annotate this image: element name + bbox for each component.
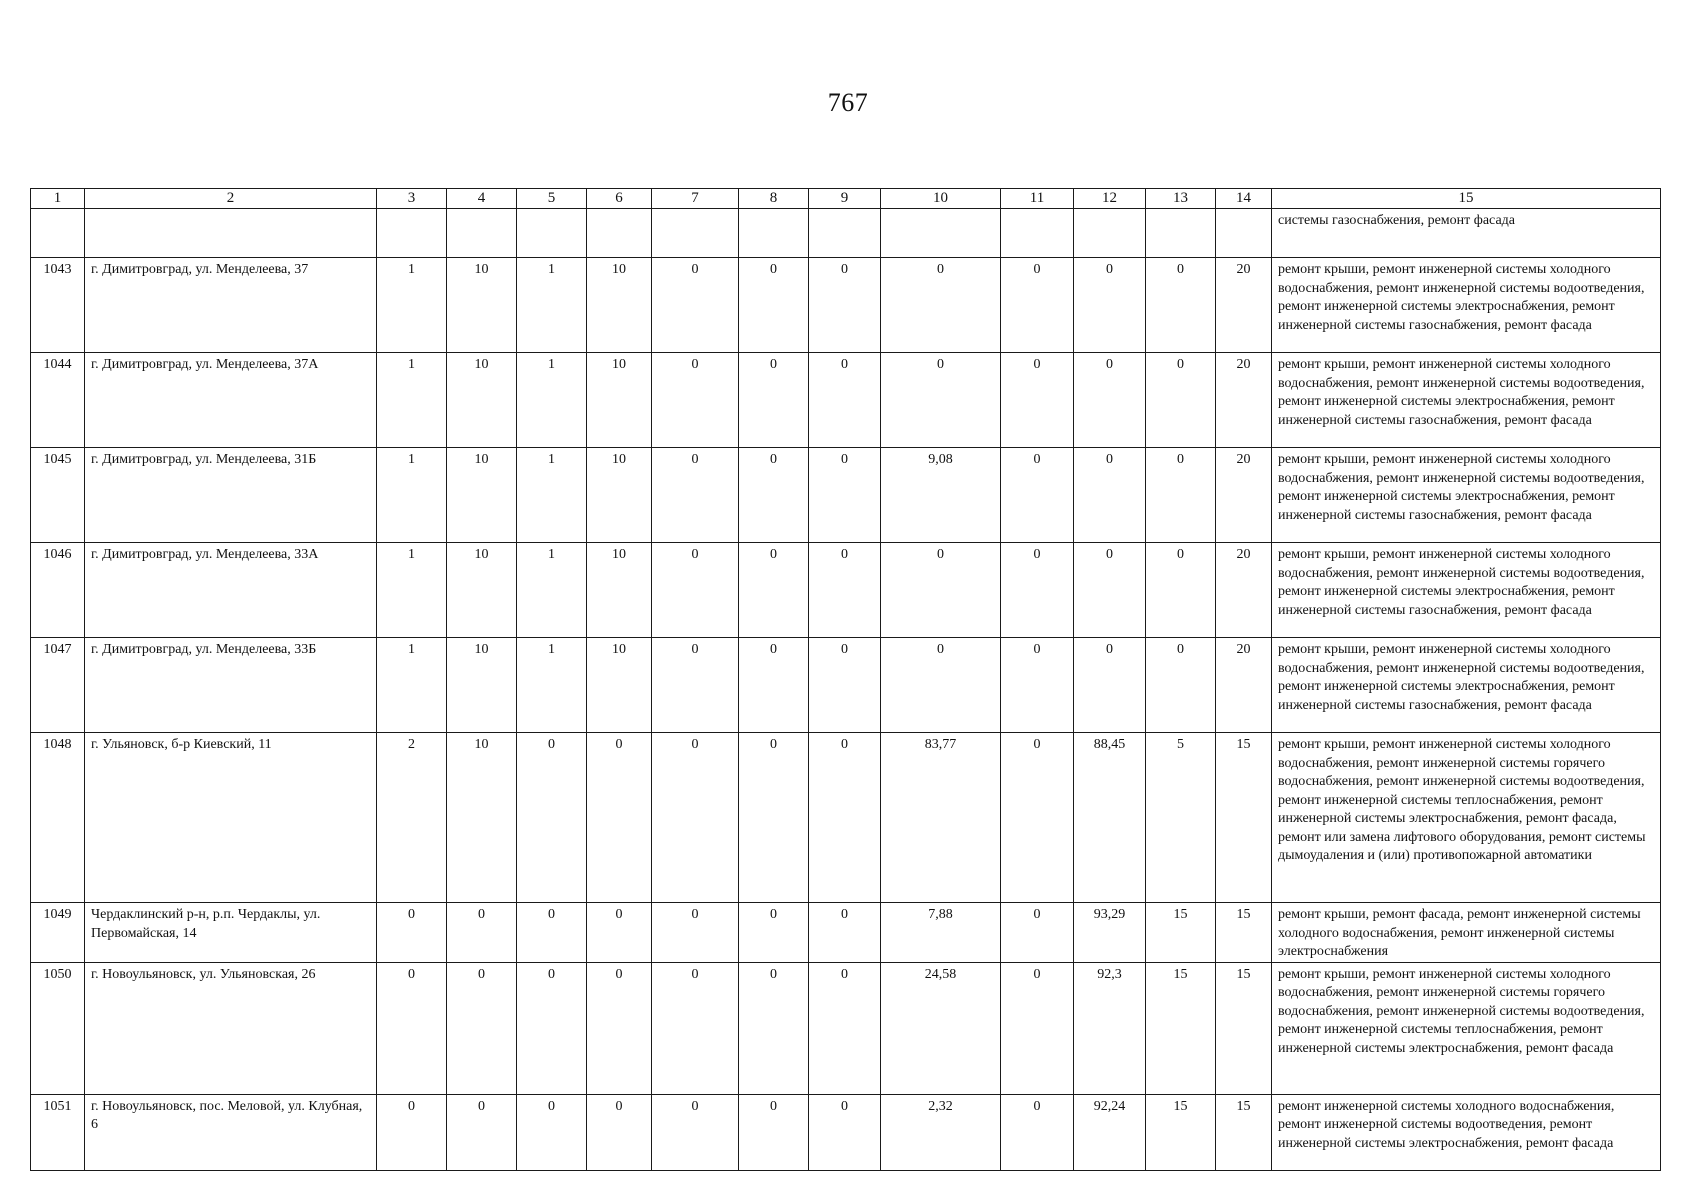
value-cell: 0 [377, 962, 447, 1094]
value-cell: 0 [447, 1094, 517, 1170]
value-cell: 1 [517, 258, 587, 353]
address-cell: г. Ульяновск, б-р Киевский, 11 [85, 733, 377, 903]
empty-cell [1001, 209, 1074, 258]
value-cell: 1 [517, 353, 587, 448]
value-cell: 15 [1146, 962, 1216, 1094]
value-cell: 93,29 [1074, 903, 1146, 963]
value-cell: 0 [739, 353, 809, 448]
value-cell: 0 [809, 903, 881, 963]
value-cell: 0 [377, 903, 447, 963]
row-number-cell: 1048 [31, 733, 85, 903]
value-cell: 0 [652, 543, 739, 638]
value-cell: 7,88 [881, 903, 1001, 963]
value-cell: 0 [587, 903, 652, 963]
column-number-header: 13 [1146, 189, 1216, 209]
works-list-cell: ремонт крыши, ремонт инженерной системы холодного водоснабжения, ремонт инженерной системы водоотведения, ремонт инженерной системы электроснабжения, ремонт инженерной системы газоснабжения, ремонт фасада [1272, 638, 1661, 733]
empty-cell [881, 209, 1001, 258]
value-cell: 1 [517, 448, 587, 543]
row-number-cell: 1044 [31, 353, 85, 448]
value-cell: 0 [377, 1094, 447, 1170]
value-cell: 0 [1074, 353, 1146, 448]
value-cell: 0 [1146, 638, 1216, 733]
value-cell: 2,32 [881, 1094, 1001, 1170]
value-cell: 88,45 [1074, 733, 1146, 903]
value-cell: 0 [1001, 353, 1074, 448]
column-number-header: 15 [1272, 189, 1661, 209]
value-cell: 0 [739, 543, 809, 638]
works-list-cell: ремонт крыши, ремонт инженерной системы холодного водоснабжения, ремонт инженерной системы водоотведения, ремонт инженерной системы электроснабжения, ремонт инженерной системы газоснабжения, ремонт фасада [1272, 353, 1661, 448]
empty-cell [652, 209, 739, 258]
column-number-header: 9 [809, 189, 881, 209]
address-cell: г. Димитровград, ул. Менделеева, 33А [85, 543, 377, 638]
value-cell: 0 [587, 962, 652, 1094]
works-list-cell: ремонт крыши, ремонт инженерной системы холодного водоснабжения, ремонт инженерной системы водоотведения, ремонт инженерной системы электроснабжения, ремонт инженерной системы газоснабжения, ремонт фасада [1272, 258, 1661, 353]
value-cell: 0 [1074, 543, 1146, 638]
value-cell: 0 [881, 543, 1001, 638]
register-body [31, 209, 1661, 1171]
value-cell: 9,08 [881, 448, 1001, 543]
value-cell: 15 [1216, 903, 1272, 963]
value-cell: 20 [1216, 448, 1272, 543]
column-number-header: 10 [881, 189, 1001, 209]
value-cell: 24,58 [881, 962, 1001, 1094]
register-table [30, 188, 1661, 1171]
value-cell: 0 [1146, 543, 1216, 638]
works-list-cell: системы газоснабжения, ремонт фасада [1272, 209, 1661, 258]
value-cell: 0 [1001, 543, 1074, 638]
value-cell: 1 [377, 638, 447, 733]
table-row [31, 353, 1661, 448]
table-row [31, 962, 1661, 1094]
value-cell: 10 [587, 638, 652, 733]
value-cell: 0 [1074, 638, 1146, 733]
works-list-cell: ремонт крыши, ремонт инженерной системы холодного водоснабжения, ремонт инженерной системы водоотведения, ремонт инженерной системы электроснабжения, ремонт инженерной системы газоснабжения, ремонт фасада [1272, 448, 1661, 543]
value-cell: 10 [587, 448, 652, 543]
column-number-header: 4 [447, 189, 517, 209]
works-list-cell: ремонт крыши, ремонт инженерной системы холодного водоснабжения, ремонт инженерной системы водоотведения, ремонт инженерной системы электроснабжения, ремонт инженерной системы газоснабжения, ремонт фасада [1272, 543, 1661, 638]
value-cell: 92,3 [1074, 962, 1146, 1094]
value-cell: 10 [447, 258, 517, 353]
value-cell: 15 [1216, 733, 1272, 903]
address-cell: г. Димитровград, ул. Менделеева, 33Б [85, 638, 377, 733]
value-cell: 0 [652, 448, 739, 543]
value-cell: 15 [1146, 903, 1216, 963]
table-row [31, 448, 1661, 543]
table-row [31, 638, 1661, 733]
empty-cell [809, 209, 881, 258]
column-number-header: 12 [1074, 189, 1146, 209]
value-cell: 10 [447, 448, 517, 543]
value-cell: 0 [517, 733, 587, 903]
value-cell: 0 [447, 903, 517, 963]
value-cell: 0 [1146, 353, 1216, 448]
value-cell: 15 [1216, 962, 1272, 1094]
table-row [31, 258, 1661, 353]
value-cell: 0 [1074, 258, 1146, 353]
value-cell: 0 [739, 258, 809, 353]
value-cell: 20 [1216, 258, 1272, 353]
table-row [31, 903, 1661, 963]
value-cell: 0 [1001, 1094, 1074, 1170]
register-sheet [30, 188, 1660, 1171]
value-cell: 92,24 [1074, 1094, 1146, 1170]
value-cell: 0 [517, 962, 587, 1094]
address-cell: Чердаклинский р-н, р.п. Чердаклы, ул. Первомайская, 14 [85, 903, 377, 963]
value-cell: 0 [652, 258, 739, 353]
column-number-header: 2 [85, 189, 377, 209]
value-cell: 0 [809, 733, 881, 903]
value-cell: 0 [447, 962, 517, 1094]
value-cell: 0 [809, 448, 881, 543]
value-cell: 0 [652, 903, 739, 963]
empty-cell [1216, 209, 1272, 258]
value-cell: 83,77 [881, 733, 1001, 903]
row-number-cell: 1047 [31, 638, 85, 733]
table-row [31, 1094, 1661, 1170]
value-cell: 0 [739, 1094, 809, 1170]
value-cell: 0 [1074, 448, 1146, 543]
address-cell: г. Димитровград, ул. Менделеева, 31Б [85, 448, 377, 543]
column-number-header: 7 [652, 189, 739, 209]
value-cell: 0 [809, 258, 881, 353]
value-cell: 0 [1001, 448, 1074, 543]
column-number-header: 14 [1216, 189, 1272, 209]
value-cell: 0 [652, 962, 739, 1094]
value-cell: 0 [739, 733, 809, 903]
value-cell: 1 [377, 353, 447, 448]
value-cell: 10 [447, 638, 517, 733]
value-cell: 20 [1216, 543, 1272, 638]
value-cell: 2 [377, 733, 447, 903]
address-cell: г. Новоульяновск, ул. Ульяновская, 26 [85, 962, 377, 1094]
works-list-cell: ремонт инженерной системы холодного водоснабжения, ремонт инженерной системы водоотведения, ремонт инженерной системы электроснабжения, ремонт фасада [1272, 1094, 1661, 1170]
empty-cell [739, 209, 809, 258]
value-cell: 1 [377, 448, 447, 543]
works-list-cell: ремонт крыши, ремонт инженерной системы холодного водоснабжения, ремонт инженерной системы горячего водоснабжения, ремонт инженерной системы водоотведения, ремонт инженерной системы теплоснабжения, ремонт инженерной системы электроснабжения, ремонт фасада [1272, 962, 1661, 1094]
value-cell: 0 [739, 638, 809, 733]
value-cell: 10 [587, 543, 652, 638]
page-number: 767 [827, 88, 869, 117]
empty-cell [587, 209, 652, 258]
value-cell: 0 [1001, 733, 1074, 903]
column-number-header: 11 [1001, 189, 1074, 209]
address-cell: г. Новоульяновск, пос. Меловой, ул. Клубная, 6 [85, 1094, 377, 1170]
column-number-header: 3 [377, 189, 447, 209]
value-cell: 0 [1146, 258, 1216, 353]
value-cell: 0 [1001, 903, 1074, 963]
value-cell: 20 [1216, 638, 1272, 733]
address-cell: г. Димитровград, ул. Менделеева, 37А [85, 353, 377, 448]
value-cell: 5 [1146, 733, 1216, 903]
table-row [31, 543, 1661, 638]
value-cell: 10 [587, 258, 652, 353]
value-cell: 0 [517, 1094, 587, 1170]
value-cell: 0 [881, 258, 1001, 353]
value-cell: 0 [652, 638, 739, 733]
row-number-cell: 1050 [31, 962, 85, 1094]
value-cell: 10 [447, 353, 517, 448]
value-cell: 0 [809, 638, 881, 733]
row-number-cell: 1043 [31, 258, 85, 353]
value-cell: 0 [652, 1094, 739, 1170]
value-cell: 0 [587, 1094, 652, 1170]
value-cell: 0 [1146, 448, 1216, 543]
row-number-cell: 1051 [31, 1094, 85, 1170]
value-cell: 0 [881, 353, 1001, 448]
value-cell: 1 [517, 543, 587, 638]
column-number-header: 5 [517, 189, 587, 209]
value-cell: 0 [652, 353, 739, 448]
value-cell: 0 [517, 903, 587, 963]
value-cell: 1 [517, 638, 587, 733]
value-cell: 0 [739, 448, 809, 543]
value-cell: 0 [809, 543, 881, 638]
column-number-header: 6 [587, 189, 652, 209]
works-list-cell: ремонт крыши, ремонт фасада, ремонт инженерной системы холодного водоснабжения, ремонт инженерной системы электроснабжения [1272, 903, 1661, 963]
row-number-cell: 1049 [31, 903, 85, 963]
value-cell: 0 [1001, 638, 1074, 733]
value-cell: 15 [1216, 1094, 1272, 1170]
value-cell: 0 [809, 1094, 881, 1170]
value-cell: 0 [1001, 258, 1074, 353]
value-cell: 0 [587, 733, 652, 903]
empty-cell [1146, 209, 1216, 258]
value-cell: 0 [739, 903, 809, 963]
value-cell: 0 [652, 733, 739, 903]
value-cell: 1 [377, 258, 447, 353]
row-number-cell: 1046 [31, 543, 85, 638]
column-number-header: 8 [739, 189, 809, 209]
table-row [31, 733, 1661, 903]
value-cell: 0 [739, 962, 809, 1094]
empty-cell [517, 209, 587, 258]
value-cell: 0 [881, 638, 1001, 733]
works-list-cell: ремонт крыши, ремонт инженерной системы холодного водоснабжения, ремонт инженерной системы горячего водоснабжения, ремонт инженерной системы водоотведения, ремонт инженерной системы теплоснабжения, ремонт инженерной системы электроснабжения, ремонт фасада, ремонт или замена лифтового оборудования, ремонт системы дымоудаления и (или) противопожарной автоматики [1272, 733, 1661, 903]
value-cell: 1 [377, 543, 447, 638]
value-cell: 10 [587, 353, 652, 448]
row-number-cell: 1045 [31, 448, 85, 543]
empty-cell [377, 209, 447, 258]
address-cell: г. Димитровград, ул. Менделеева, 37 [85, 258, 377, 353]
value-cell: 0 [1001, 962, 1074, 1094]
continuation-row [31, 209, 1661, 258]
value-cell: 20 [1216, 353, 1272, 448]
column-number-header: 1 [31, 189, 85, 209]
empty-cell [1074, 209, 1146, 258]
value-cell: 0 [809, 962, 881, 1094]
value-cell: 0 [809, 353, 881, 448]
column-number-row [31, 189, 1661, 209]
value-cell: 10 [447, 543, 517, 638]
empty-cell [31, 209, 85, 258]
empty-cell [447, 209, 517, 258]
value-cell: 15 [1146, 1094, 1216, 1170]
value-cell: 10 [447, 733, 517, 903]
empty-cell [85, 209, 377, 258]
